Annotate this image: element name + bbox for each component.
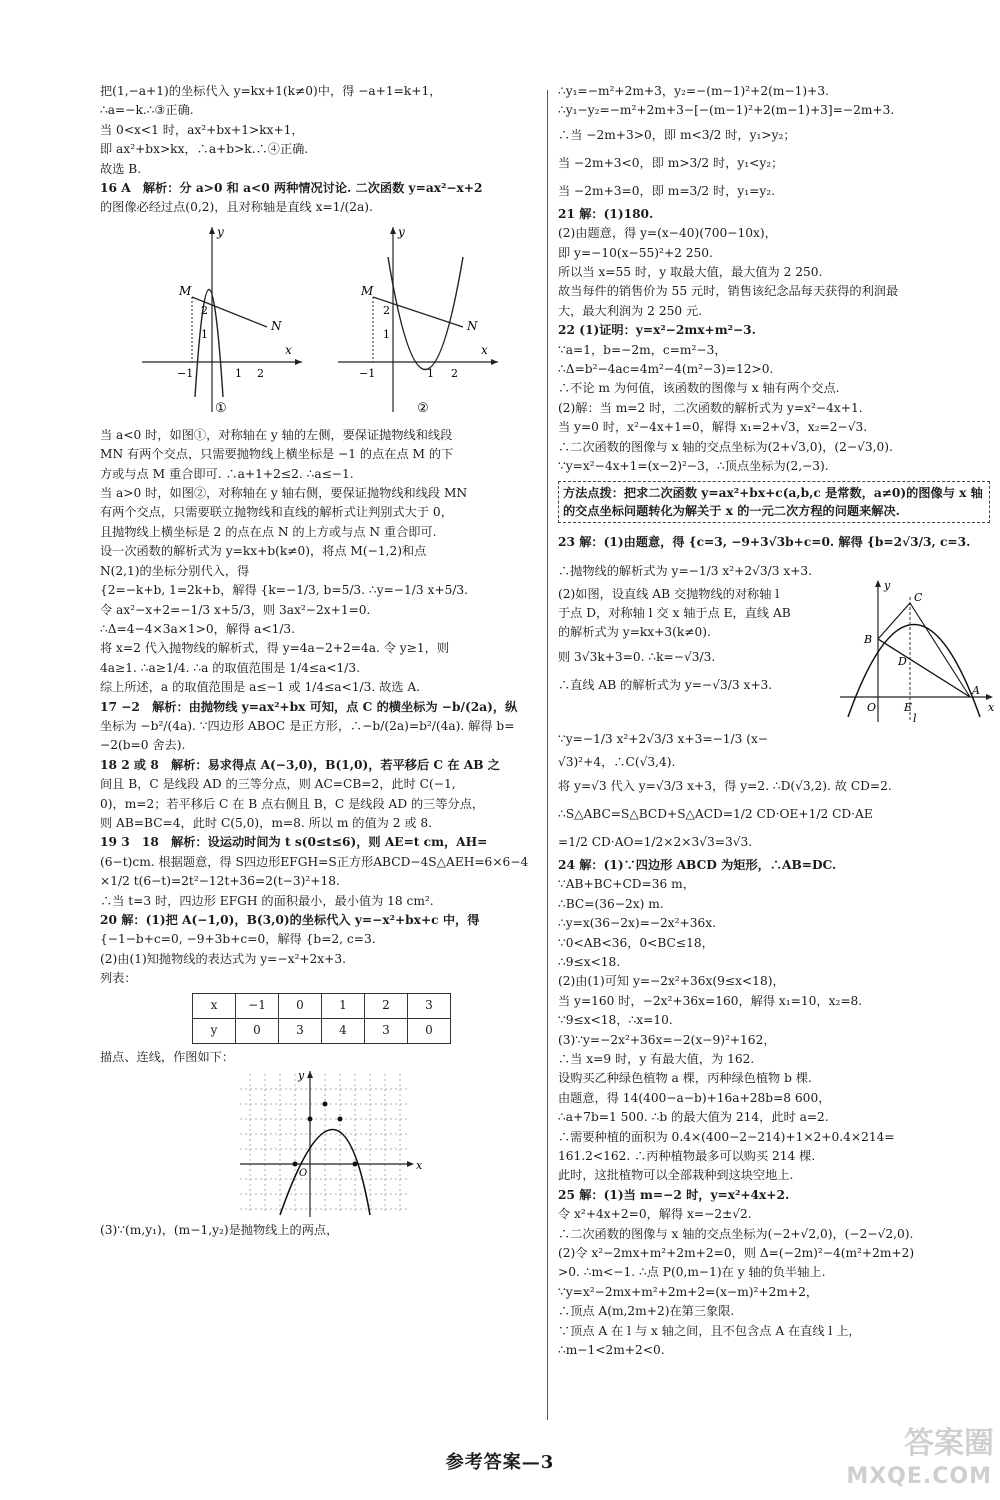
text-line: (2)解：当 m=2 时，二次函数的解析式为 y=x²−4x+1. (558, 400, 863, 415)
text-line: 当 −2m+3=0，即 m=3/2 时，y₁=y₂. (558, 183, 776, 198)
text-line: ∵y=x²−2mx+m²+2m+2=(x−m)²+2m+2， (558, 1284, 819, 1299)
svg-text:E: E (904, 700, 913, 714)
text-line: ∴a=−k.∴③正确. (100, 103, 194, 118)
q25-heading: 25 解：(1)当 m=−2 时，y=x²+4x+2. (558, 1187, 790, 1202)
text-line: 0)，m=2；若平移后 C 在 B 点右侧且 B，C 是线段 AD 的三等分点， (100, 796, 485, 811)
text-line: √3)²+4，∴C(√3,4). (558, 754, 676, 769)
text-line: ∴S△ABC=S△BCD+S△ACD=1/2 CD·OE+1/2 CD·AE (558, 806, 873, 821)
parabola-graph (100, 1069, 540, 1219)
table-cell: x (193, 993, 236, 1018)
q16-heading: 16 A 解析：分 a>0 和 a<0 两种情况讨论. 二次函数 y=ax²−x+2 (100, 181, 483, 196)
text-line: 设购买乙种绿色植物 a 棵，丙种绿色植物 b 棵. (558, 1071, 812, 1086)
svg-text:O: O (299, 1168, 308, 1180)
table-cell: 1 (322, 993, 365, 1018)
watermark-logo: 答案圈 (904, 1426, 994, 1461)
text-line: (3)∵(m,y₁)，(m−1,y₂)是抛物线上的两点， (100, 1223, 339, 1238)
text-line: (2)如图，设直线 AB 交抛物线的对称轴 l (558, 586, 780, 601)
text-line: 坐标为 −b²/(4a). ∵四边形 ABOC 是正方形，∴−b/(2a)=b²/(4a). 解得 b= (100, 718, 515, 733)
text-line: 且抛物线上横坐标是 2 的点在点 N 的上方或与点 N 重合即可. (100, 524, 437, 539)
svg-text:2: 2 (451, 366, 458, 380)
text-line: 令 ax²−x+2=−1/3 x+5/3，则 3ax²−2x+1=0. (100, 602, 371, 617)
text-line: 故当每件的销售价为 55 元时，销售该纪念品每天获得的利润最 (558, 284, 899, 299)
page-footer: 参考答案—3 (445, 1452, 555, 1473)
text-line: 的图像必经过点(0,2)，且对称轴是直线 x=1/(2a). (100, 200, 373, 215)
watermark-url: MXQE.COM (846, 1464, 992, 1489)
text-line: ∴不论 m 为何值，该函数的图像与 x 轴有两个交点. (558, 381, 840, 396)
svg-text:A: A (972, 683, 980, 697)
text-line: 令 x²+4x+2=0，解得 x=−2±√2. (558, 1207, 752, 1222)
text-line: ∴直线 AB 的解析式为 y=−√3/3 x+3. (558, 677, 773, 692)
text-line: 的解析式为 y=kx+3(k≠0). (558, 625, 711, 640)
table-cell: 3 (279, 1018, 322, 1043)
y-axis-label: y (217, 224, 224, 239)
text-line: ∵顶点 A 在 l 与 x 轴之间，且不包含点 A 在直线 l 上， (558, 1323, 861, 1338)
svg-text:−1: −1 (177, 366, 194, 380)
text-line: 间且 B，C 是线段 AD 的三等分点，则 AC=CB=2，此时 C(−1, (100, 777, 456, 792)
y-axis-label: y (398, 224, 405, 239)
text-line: ∴9≤x<18. (558, 954, 621, 969)
svg-text:D: D (898, 654, 907, 668)
text-line: 将 x=2 代入抛物线的解析式，得 y=4a−2+2=4a. 令 y≥1，则 (100, 641, 450, 656)
text-line: ∵9≤x<18，∴x=10. (558, 1013, 673, 1028)
table-cell: 0 (236, 1018, 279, 1043)
table-row (193, 1018, 451, 1043)
text-line: ∵AB+BC+CD=36 m， (558, 877, 695, 892)
text-line: 故选 B. (100, 161, 142, 176)
text-line: {−1−b+c=0, −9+3b+c=0，解得 {b=2, c=3. (100, 932, 376, 947)
table-cell: 0 (279, 993, 322, 1018)
table-cell: 3 (365, 1018, 408, 1043)
text-line: 将 y=√3 代入 y=√3/3 x+3，得 y=2. ∴D(√3,2). 故 CD=2. (558, 778, 892, 793)
svg-text:1: 1 (201, 327, 208, 341)
text-line: N(2,1)的坐标分别代入，得 (100, 563, 250, 578)
svg-text:B: B (864, 632, 873, 646)
text-line: 即 y=−10(x−55)²+2 250. (558, 245, 713, 260)
text-line: (2)由(1)可知 y=−2x²+36x(9≤x<18)， (558, 974, 785, 989)
text-line: MN 有两个交点，只需要抛物线上横坐标是 −1 的点在点 M 的下 (100, 447, 454, 462)
text-line: =1/2 CD·AO=1/2×2×3√3=3√3. (558, 834, 753, 849)
y-axis-label: y (884, 578, 891, 592)
text-line: 当 a<0 时，如图①，对称轴在 y 轴的左侧，要保证抛物线和线段 (100, 427, 453, 442)
text-line: ∴需要种植的面积为 0.4×(400−2−214)+1×2+0.4×214= (558, 1129, 895, 1144)
svg-text:C: C (914, 590, 923, 604)
text-line: 有两个交点，只需要联立抛物线和直线的解析式让判别式大于 0， (100, 505, 453, 520)
text-line: 设一次函数的解析式为 y=kx+b(k≠0)，将点 M(−1,2)和点 (100, 544, 427, 559)
text-line: >0. ∴m<−1. ∴点 P(0,m−1)在 y 轴的负半轴上. (558, 1265, 826, 1280)
svg-text:1: 1 (427, 366, 434, 380)
text-line: (3)∵y=−2x²+36x=−2(x−9)²+162， (558, 1032, 776, 1047)
text-line: 由题意，得 14(400−a−b)+16a+28b=8 600， (558, 1090, 831, 1105)
table-cell: 2 (365, 993, 408, 1018)
text-line: 综上所述，a 的取值范围是 a≤−1 或 1/4≤a<1/3. 故选 A. (100, 680, 421, 695)
q23-block (558, 578, 995, 725)
text-line: ∴Δ=b²−4ac=4m²−4(m²−3)=12>0. (558, 362, 774, 377)
text-line: ×1/2 t(6−t)=2t²−12t+36=2(t−3)²+18. (100, 874, 340, 889)
text-line: ∴当 t=3 时，四边形 EFGH 的面积最小，最小值为 18 cm². (100, 893, 434, 908)
text-line: 当 −2m+3<0，即 m>3/2 时，y₁<y₂； (558, 155, 784, 170)
svg-text:2: 2 (383, 303, 390, 317)
text-line: 大，最大利润为 2 250 元. (558, 303, 703, 318)
point-m-label: M (179, 283, 192, 298)
text-line: {2=−k+b, 1=2k+b，解得 {k=−1/3, b=5/3. ∴y=−1/3 x+5/3. (100, 583, 469, 598)
text-line: (2)由(1)知抛物线的表达式为 y=−x²+2x+3. (100, 951, 347, 966)
figure-1-label: ① (215, 400, 227, 416)
right-column (558, 82, 995, 1360)
text-line: ∴Δ=4−4×3a×1>0，解得 a<1/3. (100, 621, 296, 636)
x-axis-label: x (416, 1159, 423, 1173)
text-line: 则 AB=BC=4，此时 C(5,0)，m=8. 所以 m 的值为 2 或 8. (100, 815, 433, 830)
text-line: ∵y=−1/3 x²+2√3/3 x+3=−1/3 (x− (558, 731, 769, 746)
text-line: 161.2<162. ∴丙种植物最多可以购买 214 棵. (558, 1149, 816, 1163)
text-line: ∵a=1，b=−2m，c=m²−3， (558, 342, 727, 357)
text-line: ∴抛物线的解析式为 y=−1/3 x²+2√3/3 x+3. (558, 563, 813, 578)
text-line: 把(1,−a+1)的坐标代入 y=kx+1(k≠0)中，得 −a+1=k+1， (100, 84, 442, 98)
q20-heading: 20 解：(1)把 A(−1,0)，B(3,0)的坐标代入 y=−x²+bx+c 中，得 (100, 913, 480, 927)
text-line: ∵0<AB<36，0<BC≤18， (558, 935, 714, 950)
table-cell: y (193, 1018, 236, 1043)
figure-2 (333, 222, 503, 422)
text-line: (6−t)cm. 根据题意，得 S四边形EFGH=S正方形ABCD−4S△AEH=6×6−4 (100, 854, 529, 869)
q16-figures (100, 222, 540, 422)
text-line: 当 0<x<1 时，ax²+bx+1>kx+1， (100, 122, 304, 137)
method-tip-box: 方法点拨：把求二次函数 y=ax²+bx+c(a,b,c 是常数，a≠0)的图像与 x 轴的交点坐标问题转化为解关于 x 的一元二次方程的问题来解决. (558, 481, 990, 523)
table-cell: 4 (322, 1018, 365, 1043)
svg-text:O: O (867, 700, 877, 714)
text-line: 则 3√3k+3=0. ∴k=−√3/3. (558, 649, 716, 664)
svg-text:−1: −1 (359, 366, 376, 380)
y-axis-label: y (298, 1069, 305, 1083)
table-cell: −1 (236, 993, 279, 1018)
text-line: 方或与点 M 重合即可. ∴a+1+2≤2. ∴a≤−1. (100, 466, 354, 481)
text-line: ∴y₁=−m²+2m+3，y₂=−(m−1)²+2(m−1)+3. (558, 84, 830, 98)
column-divider (547, 90, 548, 1420)
table-row (193, 993, 451, 1018)
text-line: ∴二次函数的图像与 x 轴的交点坐标为(−2+√2,0)，(−2−√2,0). (558, 1226, 914, 1241)
x-axis-label: x (481, 342, 488, 357)
text-line: 即 ax²+bx>kx，∴a+b>k.∴④正确. (100, 142, 309, 157)
text-line: ∴当 x=9 时，y 有最大值，为 162. (558, 1051, 755, 1066)
table-cell: 3 (408, 993, 451, 1018)
point-n-label: N (467, 318, 478, 333)
left-column (100, 82, 540, 1240)
svg-text:2: 2 (201, 303, 208, 317)
point-m-label: M (361, 283, 374, 298)
point-n-label: N (271, 318, 282, 333)
q24-heading: 24 解：(1)∵四边形 ABCD 为矩形，∴AB=DC. (558, 857, 837, 872)
text-line: 当 y=160 时，−2x²+36x=160，解得 x₁=10，x₂=8. (558, 993, 863, 1008)
text-line: ∴当 −2m+3>0，即 m<3/2 时，y₁>y₂； (558, 127, 796, 142)
text-line: 于点 D，对称轴 l 交 x 轴于点 E，直线 AB (558, 605, 791, 620)
q19-heading: 19 3 18 解析：设运动时间为 t s(0≤t≤6)，则 AE=t cm，AH= (100, 835, 488, 850)
svg-text:l: l (913, 711, 917, 725)
svg-text:1: 1 (383, 327, 390, 341)
text-line: ∴顶点 A(m,2m+2)在第三象限. (558, 1304, 735, 1319)
text-line: ∴y₁−y₂=−m²+2m+3−[−(m−1)²+2(m−1)+3]=−2m+3. (558, 103, 895, 118)
text-line: 此时，这批植物可以全部栽种到这块空地上. (558, 1168, 794, 1183)
value-table (192, 993, 451, 1044)
text-line: 所以当 x=55 时，y 取最大值，最大值为 2 250. (558, 265, 823, 280)
text-line: −2(b=0 舍去). (100, 738, 186, 753)
q21-heading: 21 解：(1)180. (558, 206, 654, 221)
text-line: 描点、连线，作图如下： (100, 1049, 235, 1064)
q17-heading: 17 −2 解析：由抛物线 y=ax²+bx 可知，点 C 的横坐标为 −b/(2a)，纵 (100, 699, 518, 714)
q23-heading: 23 解：(1)由题意，得 {c=3, −9+3√3b+c=0. 解得 {b=2√3/3, c=3. (558, 534, 971, 549)
text-line: ∴m−1<2m+2<0. (558, 1343, 665, 1358)
text-line: (2)由题意，得 y=(x−40)(700−10x)， (558, 226, 777, 241)
text-line: 当 y=0 时，x²−4x+1=0，解得 x₁=2+√3，x₂=2−√3. (558, 420, 868, 435)
table-cell: 0 (408, 1018, 451, 1043)
text-line: ∴y=x(36−2x)=−2x²+36x. (558, 916, 716, 931)
x-axis-label: x (285, 342, 292, 357)
text-line: 4a≥1. ∴a≥1/4. ∴a 的取值范围是 1/4≤a<1/3. (100, 660, 361, 675)
text-line: ∴a+7b=1 500. ∴b 的最大值为 214，此时 a=2. (558, 1110, 829, 1125)
q22-heading: 22 (1)证明：y=x²−2mx+m²−3. (558, 323, 756, 338)
text-line: ∴BC=(36−2x) m. (558, 896, 664, 911)
figure-2-label: ② (417, 400, 429, 416)
text-line: ∴二次函数的图像与 x 轴的交点坐标为(2+√3,0)，(2−√3,0). (558, 439, 893, 454)
x-axis-label: x (988, 700, 995, 714)
text-line: 当 a>0 时，如图②，对称轴在 y 轴右侧，要保证抛物线和线段 MN (100, 486, 468, 501)
text-line: (2)令 x²−2mx+m²+2m+2=0，则 Δ=(−2m)²−4(m²+2m+2) (558, 1246, 915, 1261)
figure-1 (137, 222, 307, 422)
q18-heading: 18 2 或 8 解析：易求得点 A(−3,0)，B(1,0)，若平移后 C 在 AB 之 (100, 757, 500, 772)
svg-text:1: 1 (235, 366, 242, 380)
text-line: ∵y=x²−4x+1=(x−2)²−3，∴顶点坐标为(2,−3). (558, 459, 829, 474)
text-line: 列表： (100, 971, 137, 986)
svg-text:2: 2 (257, 366, 264, 380)
q23-figure (838, 577, 998, 727)
